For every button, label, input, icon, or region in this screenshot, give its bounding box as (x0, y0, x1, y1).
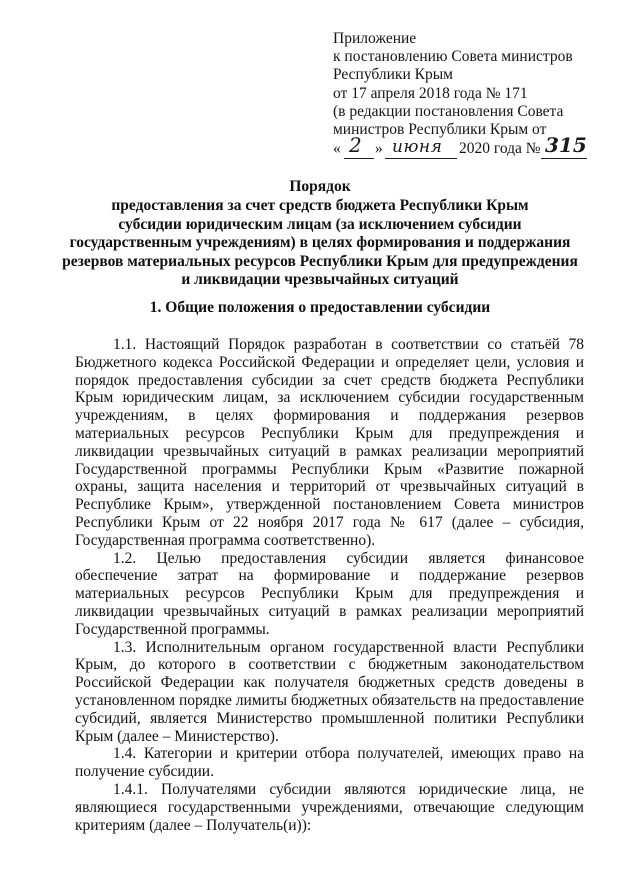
appendix-label: Приложение (333, 30, 417, 47)
document-title (40, 178, 600, 290)
document-body (75, 336, 584, 834)
paragraph-1-4: 1.4. Категории и критерии отбора получателей, имеющих право на получение субсидии. (75, 745, 584, 781)
appendix-date-line: от 17 апреля 2018 года № 171 (333, 84, 528, 102)
open-quote: « (333, 140, 341, 158)
day-underline (344, 158, 374, 159)
title-line: и ликвидации чрезвычайных ситуаций (181, 271, 459, 289)
section-heading: 1. Общие положения о предоставлении субсидии (149, 299, 491, 316)
handwritten-day: 2 (349, 133, 362, 158)
handwritten-month: июня (392, 137, 443, 158)
appendix-republic-line: Республики Крым (333, 66, 453, 84)
title-line: предоставления за счет средств бюджета Республики Крым (111, 197, 529, 215)
handwritten-number: 315 (545, 133, 587, 158)
close-quote: » (375, 140, 383, 158)
number-underline (541, 158, 587, 159)
year-number-label: 2020 года № (459, 140, 541, 158)
appendix-ministers-line: министров Республики Крым от (333, 121, 547, 139)
paragraph-1-3: 1.3. Исполнительным органом государственной власти Республики Крым, до которого в соответствии с бюджетным законодательством Российской Федерации как получателя бюджетных средств доведены в установленном порядке лимиты бюджетных обязательств на предоставление субсидий, является Министерство промышленной политики Республики Крым (далее – Министерство). (75, 638, 584, 745)
appendix-reference (333, 30, 633, 162)
month-underline (385, 158, 457, 159)
title-heading: Порядок (289, 178, 351, 195)
appendix-resolution-line: к постановлению Совета министров (333, 48, 573, 66)
paragraph-1-4-1: 1.4.1. Получателями субсидии являются юридические лица, не являющиеся государственными учреждениями, отвечающие следующим критериям (далее – Получатель(и)): (75, 780, 584, 834)
title-line: субсидии юридическим лицам (за исключением субсидии (118, 215, 522, 233)
title-line: резервов материальных ресурсов Республики Крым для предупреждения (62, 252, 578, 270)
title-line: государственным учреждениям) в целях формирования и поддержания (69, 234, 571, 252)
paragraph-1-1: 1.1. Настоящий Порядок разработан в соответствии со статьёй 78 Бюджетного кодекса Российской Федерации и определяет цели, условия и порядок предоставления субсидии за счет средств бюджета Республики Крым юридическим лицам, за исключением субсидии государственным учреждениям, в целях формирования и поддержания резервов материальных ресурсов Республики Крым для предупреждения и ликвидации чрезвычайных ситуаций в рамках реализации мероприятий Государственной программы Республики Крым «Развитие пожарной охраны, защита населения и территорий от чрезвычайных ситуаций в Республике Крым», утвержденной постановлением Совета министров Республики Крым от 22 ноября 2017 года № 617 (далее – субсидия, Государственная программа соответственно). (75, 336, 584, 549)
appendix-revision-date (333, 133, 633, 162)
paragraph-1-2: 1.2. Целью предоставления субсидии является финансовое обеспечение затрат на формирование и поддержание резервов материальных ресурсов Республики Крым для предупреждения и ликвидации чрезвычайных ситуаций в рамках реализации мероприятий Государственной программы. (75, 549, 584, 638)
appendix-revision-line: (в редакции постановления Совета (333, 102, 564, 120)
